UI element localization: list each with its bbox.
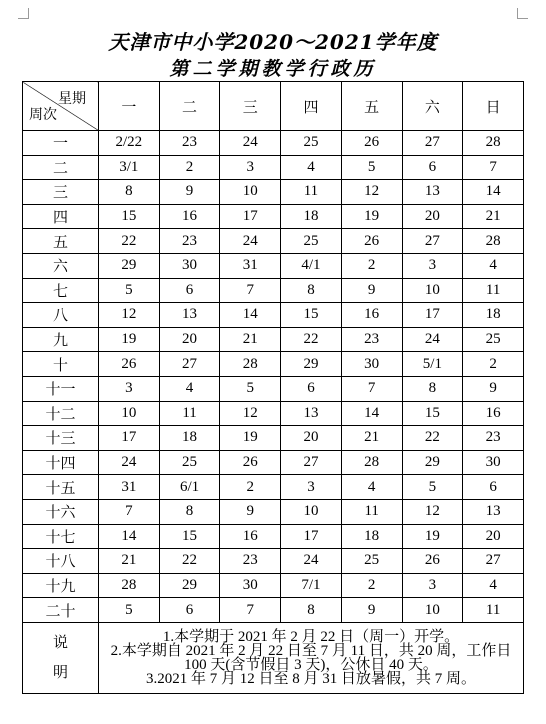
date-cell: 28 [220, 352, 281, 377]
day-header-fri: 五 [341, 82, 402, 131]
date-cell: 4 [463, 573, 524, 598]
date-cell: 21 [341, 426, 402, 451]
date-cell: 30 [220, 573, 281, 598]
date-cell: 24 [281, 549, 342, 574]
date-cell: 7 [99, 499, 160, 524]
date-cell: 8 [402, 376, 463, 401]
date-cell: 29 [402, 450, 463, 475]
date-cell: 31 [99, 475, 160, 500]
date-cell: 20 [281, 426, 342, 451]
date-cell: 16 [341, 303, 402, 328]
date-cell: 17 [220, 204, 281, 229]
date-cell: 16 [220, 524, 281, 549]
date-cell: 2 [159, 155, 220, 180]
week-row [23, 229, 524, 254]
day-header-thu: 四 [281, 82, 342, 131]
week-number-cell: 三 [23, 180, 99, 205]
week-row [23, 327, 524, 352]
date-cell: 6 [281, 376, 342, 401]
date-cell: 16 [463, 401, 524, 426]
date-cell: 3 [281, 475, 342, 500]
date-cell: 6/1 [159, 475, 220, 500]
date-cell: 5 [99, 598, 160, 623]
date-cell: 8 [281, 278, 342, 303]
week-number-cell: 十八 [23, 549, 99, 574]
date-cell: 20 [402, 204, 463, 229]
date-cell: 11 [341, 499, 402, 524]
page-subtitle: 第二学期教学行政历 [169, 58, 377, 80]
date-cell: 25 [463, 327, 524, 352]
date-cell: 24 [99, 450, 160, 475]
date-cell: 12 [341, 180, 402, 205]
date-cell: 25 [341, 549, 402, 574]
date-cell: 3 [402, 253, 463, 278]
week-number-cell: 十一 [23, 376, 99, 401]
date-cell: 10 [99, 401, 160, 426]
week-row [23, 253, 524, 278]
week-number-cell: 十二 [23, 401, 99, 426]
date-cell: 14 [220, 303, 281, 328]
date-cell: 25 [159, 450, 220, 475]
note-item: 1.本学期于 2021 年 2 月 22 日（周一）开学。 [162, 628, 460, 645]
date-cell: 14 [99, 524, 160, 549]
date-cell: 5 [341, 155, 402, 180]
notes-body-cell [99, 622, 524, 693]
week-number-cell: 八 [23, 303, 99, 328]
calendar-body [23, 82, 524, 694]
date-cell: 7 [220, 598, 281, 623]
date-cell: 18 [463, 303, 524, 328]
notes-row [23, 622, 524, 693]
date-cell: 21 [99, 549, 160, 574]
date-cell: 28 [463, 131, 524, 156]
date-cell: 20 [463, 524, 524, 549]
date-cell: 5 [220, 376, 281, 401]
week-number-cell: 十 [23, 352, 99, 377]
date-cell: 27 [463, 549, 524, 574]
date-cell: 22 [402, 426, 463, 451]
date-cell: 3 [220, 155, 281, 180]
date-cell: 11 [463, 278, 524, 303]
date-cell: 17 [402, 303, 463, 328]
week-number-cell: 十六 [23, 499, 99, 524]
date-cell: 31 [220, 253, 281, 278]
date-cell: 27 [402, 229, 463, 254]
week-number-cell: 七 [23, 278, 99, 303]
week-row [23, 475, 524, 500]
week-number-cell: 五 [23, 229, 99, 254]
date-cell: 4/1 [281, 253, 342, 278]
date-cell: 17 [281, 524, 342, 549]
date-cell: 11 [463, 598, 524, 623]
date-cell: 28 [341, 450, 402, 475]
date-cell: 15 [281, 303, 342, 328]
week-number-cell: 十三 [23, 426, 99, 451]
date-cell: 13 [402, 180, 463, 205]
week-number-cell: 四 [23, 204, 99, 229]
calendar-table [22, 81, 524, 694]
date-cell: 15 [402, 401, 463, 426]
date-cell: 30 [463, 450, 524, 475]
date-cell: 19 [341, 204, 402, 229]
date-cell: 22 [99, 229, 160, 254]
date-cell: 26 [220, 450, 281, 475]
date-cell: 6 [159, 598, 220, 623]
date-cell: 26 [341, 229, 402, 254]
day-header-mon: 一 [99, 82, 160, 131]
date-cell: 9 [341, 598, 402, 623]
week-number-cell: 十七 [23, 524, 99, 549]
date-cell: 7 [341, 376, 402, 401]
date-cell: 13 [463, 499, 524, 524]
date-cell: 27 [281, 450, 342, 475]
notes-label-cell [23, 622, 99, 693]
date-cell: 9 [159, 180, 220, 205]
date-cell: 23 [463, 426, 524, 451]
week-row [23, 499, 524, 524]
date-cell: 5 [99, 278, 160, 303]
date-cell: 11 [281, 180, 342, 205]
date-cell: 28 [99, 573, 160, 598]
date-cell: 4 [159, 376, 220, 401]
week-number-cell: 二十 [23, 598, 99, 623]
corner-day-label: 星期 [58, 91, 86, 107]
date-cell: 13 [159, 303, 220, 328]
week-row [23, 180, 524, 205]
date-cell: 21 [220, 327, 281, 352]
date-cell: 7 [220, 278, 281, 303]
date-cell: 23 [341, 327, 402, 352]
date-cell: 14 [463, 180, 524, 205]
date-cell: 15 [99, 204, 160, 229]
week-number-cell: 六 [23, 253, 99, 278]
page-corner-mark-left [18, 8, 29, 19]
date-cell: 2 [463, 352, 524, 377]
date-cell: 2 [220, 475, 281, 500]
page-title: 天津市中小学2020～2021学年度 [108, 30, 438, 54]
week-row [23, 155, 524, 180]
week-number-cell: 十四 [23, 450, 99, 475]
week-row [23, 278, 524, 303]
date-cell: 19 [402, 524, 463, 549]
week-row [23, 204, 524, 229]
week-row [23, 131, 524, 156]
date-cell: 30 [341, 352, 402, 377]
date-cell: 14 [341, 401, 402, 426]
date-cell: 3 [402, 573, 463, 598]
date-cell: 23 [159, 229, 220, 254]
date-cell: 18 [281, 204, 342, 229]
date-cell: 2/22 [99, 131, 160, 156]
date-cell: 9 [463, 376, 524, 401]
day-header-sun: 日 [463, 82, 524, 131]
day-header-sat: 六 [402, 82, 463, 131]
date-cell: 15 [159, 524, 220, 549]
week-number-cell: 十九 [23, 573, 99, 598]
date-cell: 22 [159, 549, 220, 574]
date-cell: 6 [159, 278, 220, 303]
date-cell: 10 [220, 180, 281, 205]
date-cell: 16 [159, 204, 220, 229]
note-item: 3.2021 年 7 月 12 日至 8 月 31 日放暑假，共 7 周。 [145, 670, 476, 687]
date-cell: 23 [220, 549, 281, 574]
date-cell: 26 [341, 131, 402, 156]
week-row [23, 598, 524, 623]
date-cell: 27 [402, 131, 463, 156]
date-cell: 24 [220, 229, 281, 254]
date-cell: 6 [402, 155, 463, 180]
date-cell: 3 [99, 376, 160, 401]
date-cell: 6 [463, 475, 524, 500]
date-cell: 24 [402, 327, 463, 352]
date-cell: 4 [463, 253, 524, 278]
date-cell: 29 [99, 253, 160, 278]
notes-label-line2: 明 [52, 664, 68, 681]
date-cell: 2 [341, 573, 402, 598]
week-row [23, 450, 524, 475]
week-row [23, 352, 524, 377]
date-cell: 25 [281, 131, 342, 156]
week-row [23, 426, 524, 451]
date-cell: 4 [281, 155, 342, 180]
date-cell: 26 [99, 352, 160, 377]
date-cell: 27 [159, 352, 220, 377]
header-row [23, 82, 524, 131]
date-cell: 4 [341, 475, 402, 500]
day-header-tue: 二 [159, 82, 220, 131]
date-cell: 30 [159, 253, 220, 278]
date-cell: 13 [281, 401, 342, 426]
date-cell: 12 [220, 401, 281, 426]
date-cell: 2 [341, 253, 402, 278]
date-cell: 8 [99, 180, 160, 205]
date-cell: 9 [341, 278, 402, 303]
date-cell: 19 [99, 327, 160, 352]
day-header-wed: 三 [220, 82, 281, 131]
date-cell: 25 [281, 229, 342, 254]
date-cell: 10 [402, 598, 463, 623]
date-cell: 7 [463, 155, 524, 180]
date-cell: 11 [159, 401, 220, 426]
week-number-cell: 一 [23, 131, 99, 156]
week-row [23, 376, 524, 401]
date-cell: 10 [281, 499, 342, 524]
date-cell: 7/1 [281, 573, 342, 598]
date-cell: 3/1 [99, 155, 160, 180]
date-cell: 28 [463, 229, 524, 254]
date-cell: 19 [220, 426, 281, 451]
date-cell: 21 [463, 204, 524, 229]
date-cell: 9 [220, 499, 281, 524]
date-cell: 29 [159, 573, 220, 598]
week-row [23, 549, 524, 574]
week-row [23, 303, 524, 328]
date-cell: 12 [99, 303, 160, 328]
corner-cell [23, 82, 99, 131]
week-row [23, 573, 524, 598]
date-cell: 8 [159, 499, 220, 524]
week-row [23, 524, 524, 549]
date-cell: 26 [402, 549, 463, 574]
week-row [23, 401, 524, 426]
date-cell: 18 [341, 524, 402, 549]
notes-label-line1: 说 [52, 634, 68, 651]
date-cell: 29 [281, 352, 342, 377]
date-cell: 5/1 [402, 352, 463, 377]
date-cell: 22 [281, 327, 342, 352]
date-cell: 10 [402, 278, 463, 303]
date-cell: 5 [402, 475, 463, 500]
date-cell: 17 [99, 426, 160, 451]
week-number-cell: 十五 [23, 475, 99, 500]
date-cell: 12 [402, 499, 463, 524]
week-number-cell: 二 [23, 155, 99, 180]
page-corner-mark-right [517, 8, 528, 19]
date-cell: 23 [159, 131, 220, 156]
date-cell: 18 [159, 426, 220, 451]
week-number-cell: 九 [23, 327, 99, 352]
date-cell: 20 [159, 327, 220, 352]
note-item: 2.本学期自 2021 年 2 月 22 日至 7 月 11 日，共 20 周，工作日 100 天(含节假日 3 天)，公休日 40 天。 [110, 642, 512, 673]
date-cell: 24 [220, 131, 281, 156]
date-cell: 8 [281, 598, 342, 623]
corner-week-label: 周次 [29, 107, 57, 123]
